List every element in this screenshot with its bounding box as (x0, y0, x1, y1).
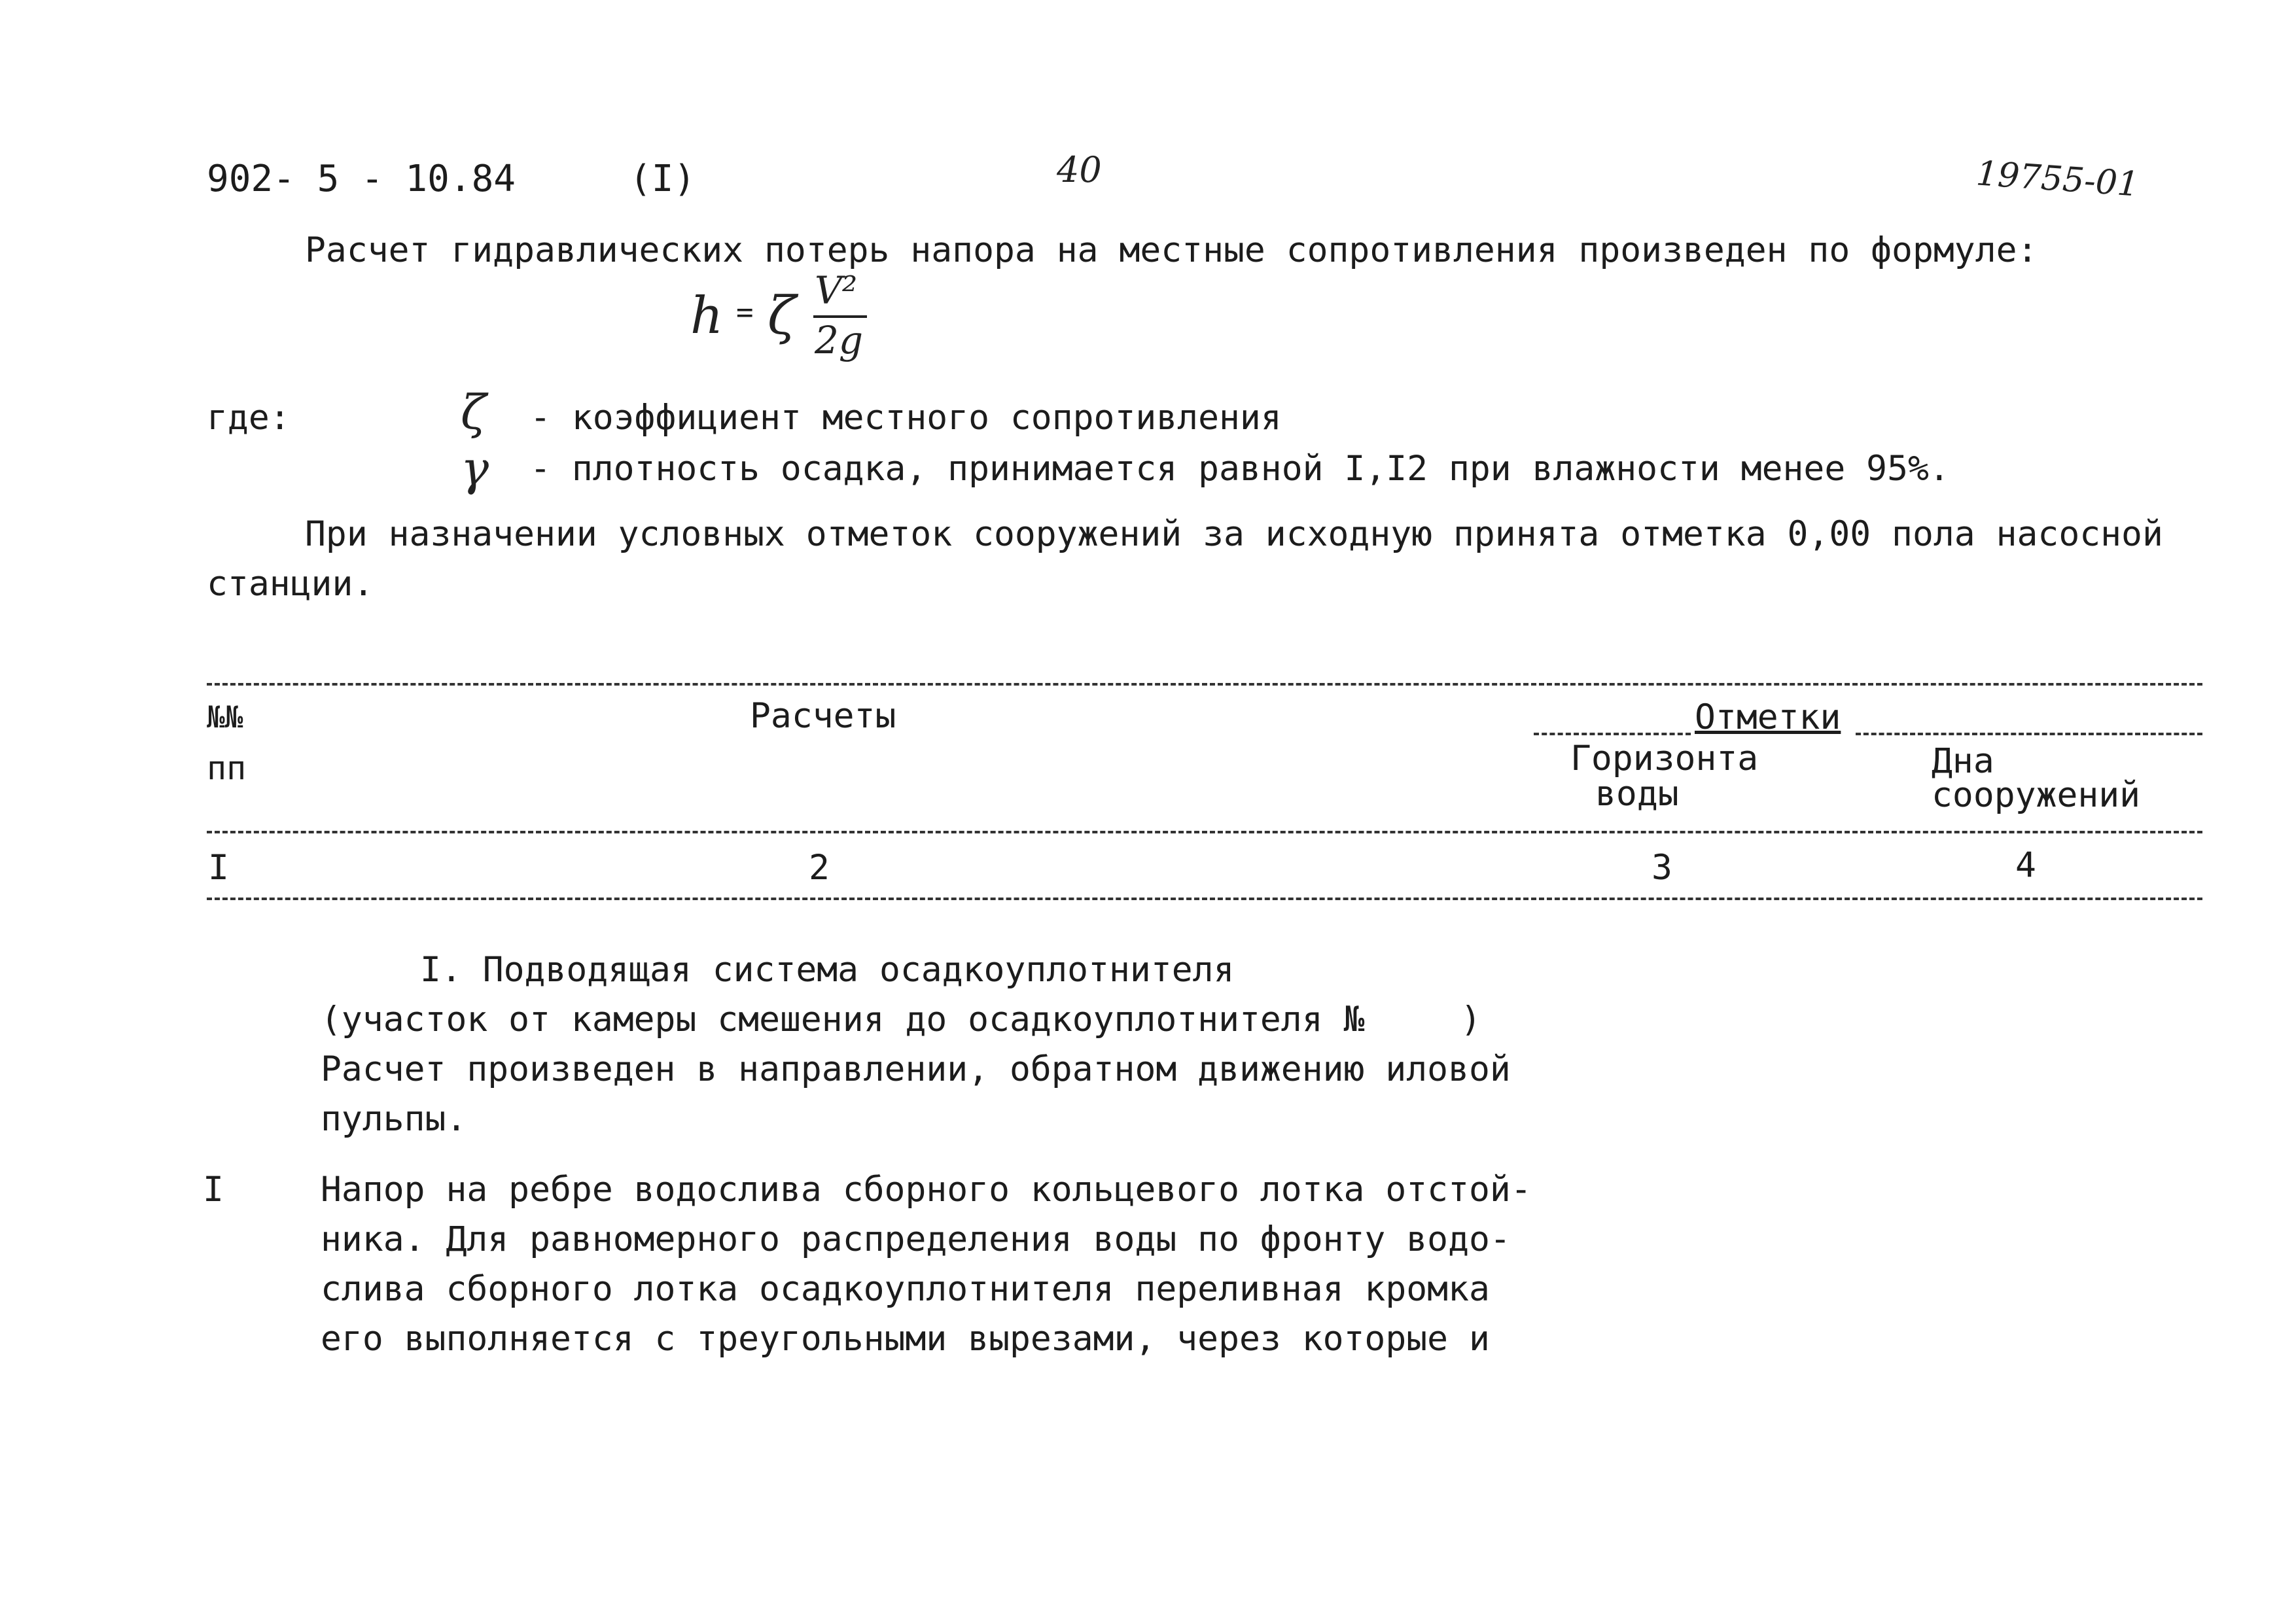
marks-rule-right (1856, 733, 2202, 735)
formula (690, 268, 887, 366)
archive-number: 19755-01 (1975, 154, 2140, 205)
formula-lhs: h (690, 287, 724, 345)
part-number: (I) (629, 158, 696, 200)
column-water-level-label: Горизонта (1570, 739, 1759, 778)
document-code: 902- 5 - 10.84 (207, 158, 516, 200)
definition-symbol-gamma: γ (461, 441, 489, 496)
formula-denominator: 2g (815, 318, 864, 362)
column-index-1: I (208, 848, 229, 888)
section-subtitle-line-3: пульпы. (321, 1099, 467, 1139)
section-subtitle-line-1: (участок от камеры смешения до осадкоуплотнителя № (321, 1000, 1365, 1039)
section-subtitle-line-2: Расчет произведен в направлении, обратном движению иловой (321, 1049, 1511, 1089)
column-index-2: 2 (809, 848, 830, 888)
column-water-level-sublabel: воды (1595, 774, 1679, 814)
definition-text-gamma: - плотность осадка, принимается равной I,I2 при влажности менее 95%. (530, 449, 1950, 489)
definition-symbol-zeta: ζ (461, 385, 487, 440)
column-number-label: №№ (207, 699, 243, 735)
formula-numerator: V² (815, 268, 858, 313)
formula-intro: Расчет гидравлических потерь напора на местные сопротивления произведен по формуле: (305, 230, 2038, 270)
item-text-line-3: слива сборного лотка осадкоуплотнителя переливная кромка (321, 1269, 1490, 1309)
table-top-rule (207, 683, 2202, 686)
where-label: где: (207, 398, 291, 438)
formula-equals: = (736, 296, 754, 329)
table-bottom-rule (207, 898, 2202, 900)
section-title: I. Подводящая система осадкоуплотнителя (420, 950, 1235, 990)
column-marks-label: Отметки (1695, 697, 1841, 737)
item-text-line-4: его выполняется с треугольными вырезами, через которые и (321, 1319, 1490, 1359)
formula-coefficient: ζ (768, 285, 796, 346)
marks-paragraph-line-1: При назначении условных отметок сооружений за исходную принята отметка 0,00 пола насосной (305, 514, 2163, 554)
column-number-sublabel: пп (207, 749, 247, 787)
column-bottom-mark-sublabel: сооружений (1932, 775, 2141, 815)
item-text-line-1: Напор на ребре водослива сборного кольцевого лотка отстой- (321, 1170, 1532, 1210)
column-index-4: 4 (2015, 845, 2036, 885)
page-number: 40 (1057, 149, 1102, 190)
marks-rule-left (1534, 733, 1691, 735)
section-subtitle-close: ) (1460, 1000, 1481, 1039)
column-index-3: 3 (1651, 848, 1672, 888)
definition-text-zeta: - коэффициент местного сопротивления (530, 398, 1282, 438)
item-number: I (203, 1170, 224, 1210)
table-header-rule (207, 831, 2202, 833)
marks-paragraph-line-2: станции. (207, 564, 374, 604)
column-calculations-label: Расчеты (750, 696, 896, 736)
column-bottom-mark-label: Дна (1932, 741, 1994, 781)
item-text-line-2: ника. Для равномерного распределения воды по фронту водо- (321, 1219, 1511, 1259)
